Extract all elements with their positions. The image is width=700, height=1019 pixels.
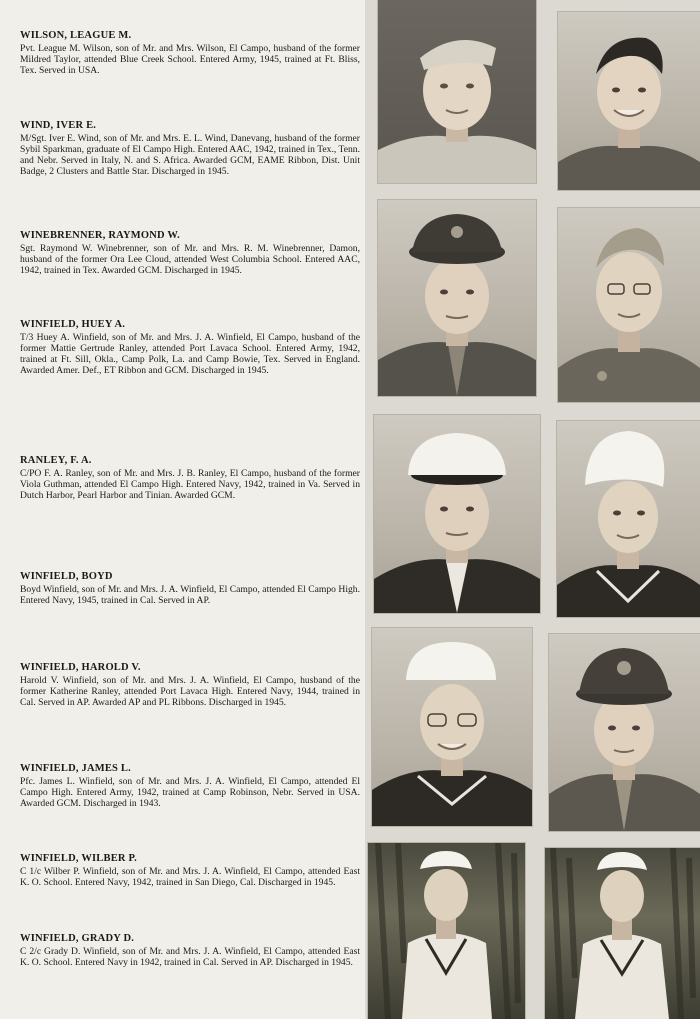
portrait-column [365,0,700,1019]
portrait-winfield-boyd [557,421,700,617]
entry-name: WILSON, LEAGUE M. [20,30,132,41]
portrait-winfield-james [549,634,700,831]
entry-name: RANLEY, F. A. [20,455,92,466]
entry-bio: Harold V. Winfield, son of Mr. and Mrs. J. A. Winfield, El Campo, husband of the former Katherine Ranley, attended Port Lavaca High. Entered Navy, 1944, trained in Cal. Served in AP. Awarded AP and PL Ribbons. Discharged in 1945. [20,675,360,708]
portrait-winfield-wilber [368,843,525,1019]
entry-name: WINFIELD, GRADY D. [20,933,135,944]
entry-bio: T/3 Huey A. Winfield, son of Mr. and Mrs. J. A. Winfield, El Campo, husband of the former Mattie Gertrude Ranley, attended Port Lavaca School. Entered Army, 1942, trained at Ft. Sill, Okla., Camp Polk, La. and Camp Bowie, Tex. Served in England. Awarded Amer. Def., ET Ribbon and GCM. Discharged in 1945. [20,332,360,376]
entry-bio: M/Sgt. Iver E. Wind, son of Mr. and Mrs. E. L. Wind, Danevang, husband of the former Sybil Sparkman, graduate of El Campo High. Entered AAC, 1942, trained in Tex., Tenn. and Nebr. Served in Italy, N. and S. Africa. Awarded GCM, EAME Ribbon, Dist. Unit Badge, 2 Clusters and Battle Star. Discharged in 1945. [20,133,360,177]
portrait-wilson-league [378,0,536,183]
entry-bio: Pfc. James L. Winfield, son of Mr. and Mrs. J. A. Winfield, El Campo, attended El Campo High. Entered Army, 1942, trained at Camp Robinson, Nebr. Served in USA. Awarded GCM. Discharged in 1943. [20,776,360,809]
entry-winfield-boyd [20,571,360,606]
entry-winfield-wilber [20,853,360,888]
entry-bio: Boyd Winfield, son of Mr. and Mrs. J. A. Winfield, El Campo, attended El Campo High. Entered Navy, 1945, trained in Cal. Served in AP. [20,584,360,606]
entry-bio: C 2/c Grady D. Winfield, son of Mr. and Mrs. J. A. Winfield, El Campo, attended East K. O. School. Entered Navy in 1942, trained in Cal. Served in AP. Discharged in 1945. [20,946,360,968]
entry-ranley-fa [20,455,360,501]
entry-winfield-harold [20,662,360,708]
entry-winebrenner-raymond [20,230,360,276]
entry-name: WINFIELD, JAMES L. [20,763,131,774]
entry-winfield-huey [20,319,360,376]
entry-name: WINEBRENNER, RAYMOND W. [20,230,180,241]
entry-wind-iver [20,120,360,177]
portrait-ranley-fa [374,415,540,613]
portrait-wind-iver [558,12,700,190]
entry-bio: Pvt. League M. Wilson, son of Mr. and Mrs. Wilson, El Campo, husband of the former Mildred Taylor, attended Blue Creek School. Entered Army, 1945, trained at Ft. Bliss, Tex. Served in USA. [20,43,360,76]
portrait-winfield-huey [558,208,700,402]
entry-name: WINFIELD, BOYD [20,571,113,582]
entry-name: WINFIELD, HUEY A. [20,319,126,330]
entry-winfield-james [20,763,360,809]
entry-name: WINFIELD, WILBER P. [20,853,137,864]
entry-wilson-league [20,30,360,76]
entry-winfield-grady [20,933,360,968]
entry-bio: Sgt. Raymond W. Winebrenner, son of Mr. and Mrs. R. M. Winebrenner, Damon, husband of the former Ora Lee Cloud, attended West Columbia School. Entered AAC, 1942, trained in Tex. Awarded GCM. Discharged in 1945. [20,243,360,276]
entry-name: WIND, IVER E. [20,120,97,131]
portrait-winfield-grady [545,848,700,1019]
entry-bio: C 1/c Wilber P. Winfield, son of Mr. and Mrs. J. A. Winfield, El Campo, attended East K. O. School. Entered Navy, 1942, trained in San Diego, Cal. Discharged in 1945. [20,866,360,888]
entry-name: WINFIELD, HAROLD V. [20,662,141,673]
entry-bio: C/PO F. A. Ranley, son of Mr. and Mrs. J. B. Ranley, El Campo, husband of the former Viola Guthman, attended El Campo High. Entered Navy, 1942, trained in Va. Served in Dutch Harbor, Pearl Harbor and Tinian. Awarded GCM. [20,468,360,501]
portrait-winebrenner-raymond [378,200,536,396]
portrait-winfield-harold [372,628,532,826]
